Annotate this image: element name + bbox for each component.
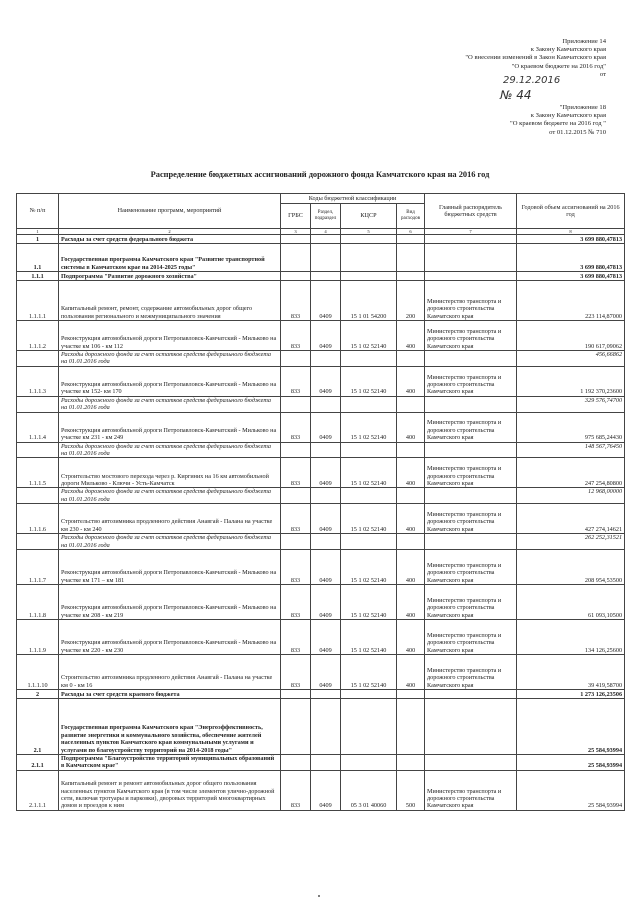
row-razdel: 0409 (311, 366, 341, 396)
row-vid (397, 272, 425, 281)
row-name: Расходы дорожного фонда за счет остатков средств федерального бюджета на 01.01.2016 года (59, 488, 281, 504)
row-razdel: 0409 (311, 504, 341, 534)
row-name: Государственная программа Камчатского края "Развитие транспортной системы в Камчатском крае на 2014-2025 годы" (59, 244, 281, 272)
row-amount: 427 274,14621 (517, 504, 625, 534)
row-grbs (281, 488, 311, 504)
col-index: 3 (281, 229, 311, 235)
row-number (17, 442, 59, 458)
row-distributor: Министерство транспорта и дорожного строительства Камчатского края (425, 366, 517, 396)
page-mark (318, 895, 320, 897)
row-ksr: 15 1 02 52140 (341, 366, 397, 396)
row-razdel (311, 235, 341, 244)
handwritten-date: 29.12.2016 (503, 75, 561, 86)
row-name: Капитальный ремонт и ремонт автомобильных дорог общего пользования населенных пунктов Камчатского края (в том числе элементов улично-дорожной сети, включая тротуары и парковки), дворовых территорий многоквартирных домов и проездов к ним (59, 770, 281, 810)
row-amount: 12 968,00000 (517, 488, 625, 504)
row-grbs: 833 (281, 504, 311, 534)
row-name: Реконструкция автомобильной дороги Петропавловск-Камчатский - Мильково на участке км 106 - км 112 (59, 321, 281, 351)
col-razdel-header: Раздел, подраздел (311, 204, 341, 229)
col-index: 2 (59, 229, 281, 235)
row-vid: 400 (397, 585, 425, 620)
col-index: 4 (311, 229, 341, 235)
row-distributor: Министерство транспорта и дорожного строительства Камчатского края (425, 321, 517, 351)
table-row (17, 442, 625, 458)
row-ksr: 15 1 02 52140 (341, 550, 397, 585)
row-number: 2.1 (17, 699, 59, 755)
row-vid: 400 (397, 655, 425, 690)
row-razdel: 0409 (311, 412, 341, 442)
row-grbs (281, 755, 311, 771)
row-number: 2.1.1.1 (17, 770, 59, 810)
table-row (17, 488, 625, 504)
row-amount: 3 699 880,47813 (517, 235, 625, 244)
row-distributor (425, 272, 517, 281)
row-amount: 208 954,53500 (517, 550, 625, 585)
row-amount: 456,66862 (517, 351, 625, 367)
table-row (17, 699, 625, 755)
handwritten-number: № 44 (500, 88, 532, 102)
row-number (17, 396, 59, 412)
col-ksr-header: КЦСР (341, 204, 397, 229)
row-grbs: 833 (281, 620, 311, 655)
row-ksr: 15 1 02 52140 (341, 321, 397, 351)
row-vid: 400 (397, 504, 425, 534)
row-distributor: Министерство транспорта и дорожного строительства Камчатского края (425, 458, 517, 488)
row-number: 1.1.1.6 (17, 504, 59, 534)
header-line: от 01.12.2015 № 710 (549, 128, 606, 136)
row-name: Государственная программа Камчатского края "Энергоэффективность, развитие энергетики и коммунального хозяйства, обеспечение жителей населенных пунктов Камчатского края коммунальными услугами и услугами по благоустройству территорий на 2014-2018 годы" (59, 699, 281, 755)
row-amount: 25 584,93994 (517, 770, 625, 810)
row-grbs (281, 442, 311, 458)
table-row (17, 281, 625, 321)
table-row (17, 534, 625, 550)
col-index: 1 (17, 229, 59, 235)
header-line: к Закону Камчатского края (530, 112, 606, 120)
header-line: "О внесении изменений в Закон Камчатского края (465, 54, 606, 62)
row-ksr: 05 3 01 40060 (341, 770, 397, 810)
row-vid (397, 351, 425, 367)
row-name: Расходы дорожного фонда за счет остатков средств федерального бюджета на 01.01.2016 года (59, 351, 281, 367)
row-grbs: 833 (281, 366, 311, 396)
row-name: Расходы дорожного фонда за счет остатков средств федерального бюджета на 01.01.2016 года (59, 396, 281, 412)
row-grbs: 833 (281, 321, 311, 351)
row-number: 1.1.1.8 (17, 585, 59, 620)
header-line: к Закону Камчатского края (530, 46, 606, 54)
row-grbs (281, 396, 311, 412)
row-razdel (311, 534, 341, 550)
row-amount: 190 617,09062 (517, 321, 625, 351)
row-amount: 61 093,10500 (517, 585, 625, 620)
row-distributor (425, 699, 517, 755)
col-index: 8 (517, 229, 625, 235)
row-number: 1.1.1.1 (17, 281, 59, 321)
row-amount: 134 126,25600 (517, 620, 625, 655)
col-num-header: № п/п (17, 194, 59, 229)
row-grbs (281, 534, 311, 550)
row-grbs: 833 (281, 550, 311, 585)
row-razdel: 0409 (311, 321, 341, 351)
col-codes-header: Коды бюджетной классификации (281, 194, 425, 204)
row-name: Подпрограмма "Благоустройство территорий муниципальных образований в Камчатском крае" (59, 755, 281, 771)
row-distributor (425, 235, 517, 244)
row-ksr: 15 1 02 52140 (341, 585, 397, 620)
row-amount: 1 273 126,23506 (517, 690, 625, 699)
row-razdel: 0409 (311, 458, 341, 488)
row-distributor: Министерство транспорта и дорожного строительства Камчатского края (425, 412, 517, 442)
row-razdel: 0409 (311, 620, 341, 655)
table-row (17, 272, 625, 281)
table-row (17, 690, 625, 699)
row-name: Строительство мостового перехода через р. Киргиних на 16 км автомобильной дороги Мильково - Ключи - Усть-Камчатск (59, 458, 281, 488)
row-razdel (311, 755, 341, 771)
row-grbs: 833 (281, 458, 311, 488)
table-row (17, 655, 625, 690)
row-distributor: Министерство транспорта и дорожного строительства Камчатского края (425, 655, 517, 690)
row-vid: 400 (397, 321, 425, 351)
row-number (17, 488, 59, 504)
col-grbs-header: ГРБС (281, 204, 311, 229)
row-ksr (341, 244, 397, 272)
row-vid: 400 (397, 620, 425, 655)
header-line: "О краевом бюджете на 2016 год " (510, 120, 606, 128)
row-razdel: 0409 (311, 770, 341, 810)
row-ksr: 15 1 02 52140 (341, 620, 397, 655)
row-number (17, 534, 59, 550)
row-amount: 3 699 880,47813 (517, 244, 625, 272)
table-row (17, 458, 625, 488)
row-ksr (341, 396, 397, 412)
header-appendix-18 (510, 104, 606, 137)
col-amount-header: Годовой объем ассигнований на 2016 год (517, 194, 625, 229)
col-index: 7 (425, 229, 517, 235)
row-grbs (281, 235, 311, 244)
row-distributor: Министерство транспорта и дорожного строительства Камчатского края (425, 281, 517, 321)
row-ksr: 15 1 02 52140 (341, 504, 397, 534)
row-grbs: 833 (281, 412, 311, 442)
row-vid: 400 (397, 550, 425, 585)
row-ksr (341, 755, 397, 771)
row-ksr: 15 1 02 52140 (341, 412, 397, 442)
table-row (17, 366, 625, 396)
row-distributor: Министерство транспорта и дорожного строительства Камчатского края (425, 504, 517, 534)
row-distributor: Министерство транспорта и дорожного строительства Камчатского края (425, 620, 517, 655)
row-razdel (311, 488, 341, 504)
row-razdel (311, 396, 341, 412)
row-amount: 223 114,87000 (517, 281, 625, 321)
row-distributor (425, 442, 517, 458)
row-distributor: Министерство транспорта и дорожного строительства Камчатского края (425, 585, 517, 620)
row-vid (397, 488, 425, 504)
table-row (17, 504, 625, 534)
row-razdel: 0409 (311, 655, 341, 690)
row-razdel (311, 351, 341, 367)
row-name: Реконструкция автомобильной дороги Петропавловск-Камчатский - Мильково на участке км 231 - км 249 (59, 412, 281, 442)
header-appendix-14 (465, 38, 606, 79)
document-title: Распределение бюджетных ассигнований дорожного фонда Камчатского края на 2016 год (150, 170, 490, 179)
row-number: 2.1.1 (17, 755, 59, 771)
row-number: 1.1.1.4 (17, 412, 59, 442)
row-ksr (341, 690, 397, 699)
row-vid: 400 (397, 366, 425, 396)
row-amount: 1 192 370,23600 (517, 366, 625, 396)
row-amount: 39 419,58700 (517, 655, 625, 690)
row-amount: 25 584,93994 (517, 755, 625, 771)
row-vid: 200 (397, 281, 425, 321)
row-distributor (425, 488, 517, 504)
row-ksr (341, 488, 397, 504)
row-grbs: 833 (281, 655, 311, 690)
row-vid (397, 699, 425, 755)
col-name-header: Наименование программ, мероприятий (59, 194, 281, 229)
row-number: 2 (17, 690, 59, 699)
row-number: 1.1.1.7 (17, 550, 59, 585)
header-line: Приложение 14 (562, 38, 606, 45)
row-amount: 3 699 880,47813 (517, 272, 625, 281)
table-row (17, 396, 625, 412)
row-vid: 400 (397, 412, 425, 442)
row-razdel (311, 442, 341, 458)
row-name: Подпрограмма "Развитие дорожного хозяйства" (59, 272, 281, 281)
row-name: Реконструкция автомобильной дороги Петропавловск-Камчатский - Мильково на участке км 171 – км 181 (59, 550, 281, 585)
row-grbs (281, 699, 311, 755)
row-name: Реконструкция автомобильной дороги Петропавловск-Камчатский - Мильково на участке км 220 - км 230 (59, 620, 281, 655)
row-grbs: 833 (281, 585, 311, 620)
budget-table (16, 193, 625, 811)
table-row (17, 620, 625, 655)
row-grbs (281, 272, 311, 281)
row-name: Строительство автозимника продленного действия Анавгай - Палана на участке км 0 - км 16 (59, 655, 281, 690)
row-grbs: 833 (281, 281, 311, 321)
row-distributor (425, 244, 517, 272)
row-distributor: Министерство транспорта и дорожного строительства Камчатского края (425, 550, 517, 585)
row-vid (397, 534, 425, 550)
row-name: Расходы дорожного фонда за счет остатков средств федерального бюджета на 01.01.2016 года (59, 534, 281, 550)
row-vid (397, 235, 425, 244)
row-number: 1.1.1.5 (17, 458, 59, 488)
row-number (17, 351, 59, 367)
row-distributor (425, 755, 517, 771)
row-amount: 148 567,76450 (517, 442, 625, 458)
row-distributor (425, 351, 517, 367)
row-grbs: 833 (281, 770, 311, 810)
row-ksr (341, 442, 397, 458)
table-row (17, 585, 625, 620)
col-index: 5 (341, 229, 397, 235)
row-razdel: 0409 (311, 585, 341, 620)
row-name: Расходы дорожного фонда за счет остатков средств федерального бюджета на 01.01.2016 года (59, 442, 281, 458)
row-ksr (341, 351, 397, 367)
row-razdel: 0409 (311, 550, 341, 585)
row-grbs (281, 244, 311, 272)
row-name: Расходы за счет средств краевого бюджета (59, 690, 281, 699)
row-razdel: 0409 (311, 281, 341, 321)
row-razdel (311, 690, 341, 699)
row-number: 1.1.1.3 (17, 366, 59, 396)
row-number: 1.1.1.2 (17, 321, 59, 351)
row-vid: 500 (397, 770, 425, 810)
row-name: Расходы за счет средств федерального бюджета (59, 235, 281, 244)
row-vid: 400 (397, 458, 425, 488)
row-number: 1.1.1 (17, 272, 59, 281)
row-number: 1.1 (17, 244, 59, 272)
table-row (17, 235, 625, 244)
row-razdel (311, 699, 341, 755)
row-amount: 25 584,93994 (517, 699, 625, 755)
row-name: Строительство автозимника продленного действия Анавгай - Палана на участке км 230 - км 240 (59, 504, 281, 534)
row-number: 1.1.1.9 (17, 620, 59, 655)
table-row (17, 244, 625, 272)
row-vid (397, 442, 425, 458)
row-vid (397, 396, 425, 412)
table-row (17, 412, 625, 442)
row-number: 1 (17, 235, 59, 244)
col-index: 6 (397, 229, 425, 235)
table-row (17, 770, 625, 810)
row-amount: 262 252,31521 (517, 534, 625, 550)
table-row (17, 755, 625, 771)
row-distributor (425, 396, 517, 412)
row-amount: 247 254,80800 (517, 458, 625, 488)
row-ksr (341, 534, 397, 550)
row-vid (397, 690, 425, 699)
row-name: Капитальный ремонт, ремонт, содержание автомобильных дорог общего пользования регионального и межмуниципального значения (59, 281, 281, 321)
header-line: "Приложение 18 (559, 104, 606, 111)
row-grbs (281, 690, 311, 699)
row-vid (397, 244, 425, 272)
row-distributor (425, 534, 517, 550)
table-row (17, 550, 625, 585)
row-ksr (341, 699, 397, 755)
table-row (17, 351, 625, 367)
row-razdel (311, 244, 341, 272)
col-vid-header: Вид расходов (397, 204, 425, 229)
row-ksr: 15 1 02 52140 (341, 655, 397, 690)
row-name: Реконструкция автомобильной дороги Петропавловск-Камчатский - Мильково на участке км 208 - км 219 (59, 585, 281, 620)
row-name: Реконструкция автомобильной дороги Петропавловск-Камчатский - Мильково на участке км 152- км 170 (59, 366, 281, 396)
row-grbs (281, 351, 311, 367)
table-row (17, 321, 625, 351)
row-vid (397, 755, 425, 771)
row-ksr (341, 272, 397, 281)
row-number: 1.1.1.10 (17, 655, 59, 690)
row-ksr: 15 1 02 52140 (341, 458, 397, 488)
row-distributor (425, 690, 517, 699)
col-grbs-full-header: Главный распорядитель бюджетных средств (425, 194, 517, 229)
row-ksr: 15 1 01 54200 (341, 281, 397, 321)
header-line: от (599, 70, 606, 78)
row-amount: 975 685,24430 (517, 412, 625, 442)
row-razdel (311, 272, 341, 281)
header-line: "О краевом бюджете на 2016 год" (511, 62, 606, 70)
row-amount: 329 576,74700 (517, 396, 625, 412)
row-distributor: Министерство транспорта и дорожного строительства Камчатского края (425, 770, 517, 810)
row-ksr (341, 235, 397, 244)
